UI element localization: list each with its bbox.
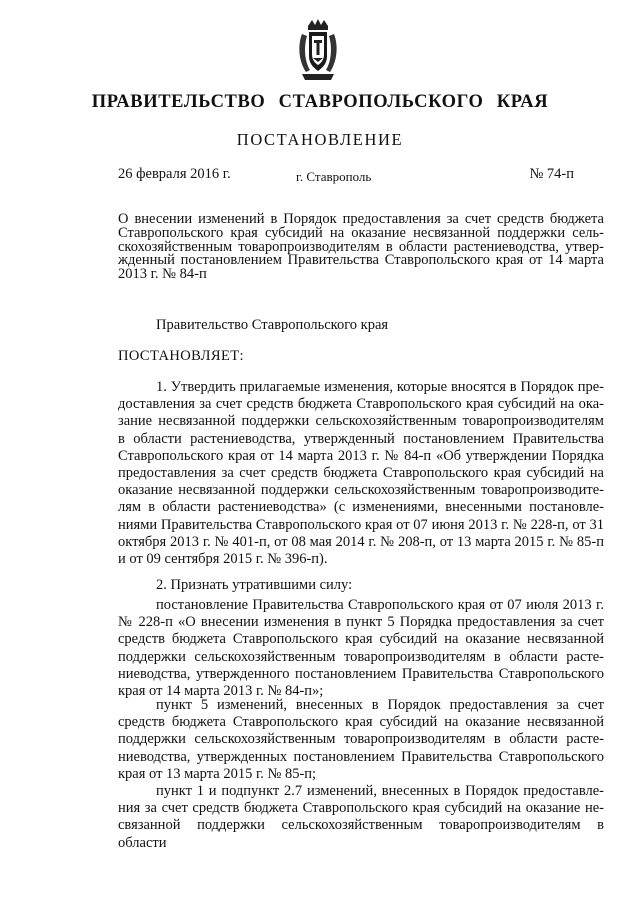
item-1: 1. Утвердить прилагаемые изменения, которые вносятся в Порядок пре-доставления за счет средств бюджета Ставропольского края субсидий на ока-зание несвязанной поддержки сельскохозяйственным товаропроизводителям в области растениеводства, утвержденный постановлением Правительства Ставропольского края от 14 марта 2013 г. № 84-п «Об утверждении Порядка предоставления за счет средств бюджета Ставропольского края субсидий на оказание несвязанной поддержки сельскохозяйственным товаропроизводите-лям в области растениеводства» (с изменениями, внесенными постановле-ниями Правительства Ставропольского края от 07 июня 2013 г. № 228-п, от 31 октября 2013 г. № 401-п, от 08 мая 2014 г. № 208-п, от 13 марта 2015 г. № 85-п и от 09 сентября 2015 г. № 396-п). — [118, 379, 604, 568]
document-type: ПОСТАНОВЛЕНИЕ — [236, 130, 404, 149]
actor-line: Правительство Ставропольского края — [156, 317, 389, 333]
coat-of-arms-icon — [296, 18, 340, 84]
document-date: 26 февраля 2016 г. — [118, 166, 231, 182]
document-city: г. Ставрополь — [296, 169, 372, 184]
government-title: ПРАВИТЕЛЬСТВО СТАВРОПОЛЬСКОГО КРАЯ — [91, 92, 549, 112]
item-2-heading: 2. Признать утратившими силу: — [156, 577, 353, 593]
document-number: № 74-п — [529, 166, 574, 182]
decree-line: ПОСТАНОВЛЯЕТ: — [118, 348, 244, 364]
item-2-a: постановление Правительства Ставропольского края от 07 июля 2013 г. № 228-п «О внесении изменения в пункт 5 Порядка предоставления за счет средств бюджета Ставропольского края субсидий на оказание несвязанной поддержки сельскохозяйственным товаропроизводителям в области расте-ниеводства, утвержденного постановлением Правительства Ставропольского края от 14 марта 2013 г. № 84-п»; — [118, 597, 604, 700]
item-2-b: пункт 5 изменений, внесенных в Порядок предоставления за счет средств бюджета Ставропольского края субсидий на оказание несвязанной поддержки сельскохозяйственным товаропроизводителям в области расте-ниеводства, утвержденных постановлением Правительства Ставропольского края от 13 марта 2015 г. № 85-п; — [118, 697, 604, 782]
item-2-c: пункт 1 и подпункт 2.7 изменений, внесенных в Порядок предоставле-ния за счет средств бюджета Ставропольского края субсидий на оказание не-связанной поддержки сельскохозяйственным товаропроизводителям в области — [118, 783, 604, 851]
document-subject: О внесении изменений в Порядок предоставления за счет средств бюджета Ставропольского края субсидий на оказание несвязанной поддержки сель-скохозяйственным товаропроизводителям в области растениеводства, утвер-жденный постановлением Правительства Ставропольского края от 14 марта 2013 г. № 84-п — [118, 211, 604, 283]
